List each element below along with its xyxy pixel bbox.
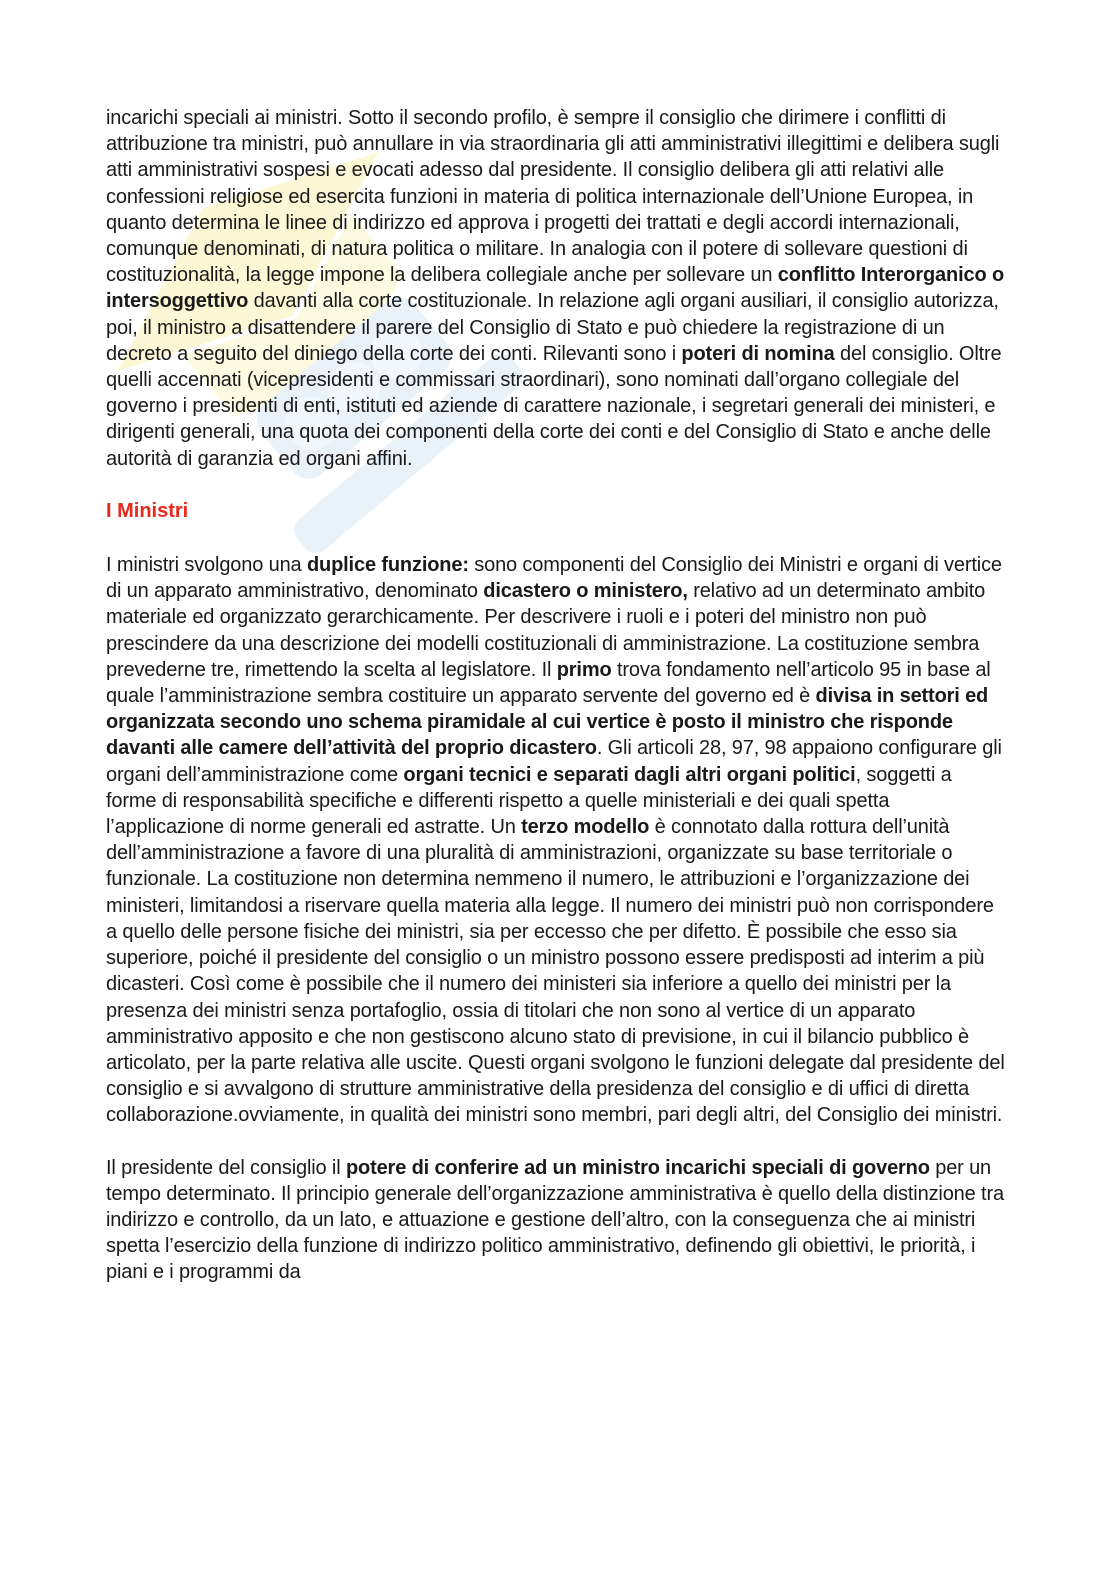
section-heading-ministri: I Ministri [106, 499, 189, 522]
text-run: relativo ad un determinato ambito materiale ed organizzato gerarchicamente. Per descrivere i ruoli e i poteri del ministro non può prescindere da una descrizione dei modelli costituzionali di amministrazione. La costituzione sembra prevederne tre, rimettendo la scelta al legislatore. Il [106, 580, 986, 681]
document-page [106, 105, 1006, 1286]
text-run: I ministri svolgono una [106, 554, 307, 577]
text-run: . Gli articoli 28, 97, 98 appaiono configurare gli organi dell’amministrazione come [106, 737, 1002, 786]
bold-text-run: dicastero o ministero, [483, 580, 688, 603]
bold-text-run: duplice funzione: [306, 554, 469, 577]
text-run: davanti alla corte costituzionale. In relazione agli organi ausiliari, il consiglio autorizza, poi, il ministro a disattendere il parere del Consiglio di Stato e può chiedere la registrazione di un decreto a seguito del diniego della corte dei conti. Rilevanti sono i [106, 290, 999, 365]
paragraph-consiglio-poteri [106, 105, 1006, 472]
text-run: , soggetti a forme di responsabilità specifiche e differenti rispetto a quelle ministeriali e dei quali spetta l’applicazione di norme generali ed astratte. Un [106, 763, 952, 839]
bold-text-run: terzo modello [521, 816, 650, 839]
text-run: incarichi speciali ai ministri. Sotto il secondo profilo, è sempre il consiglio che dirimere i conflitti di attribuzione tra ministri, può annullare in via straordinaria gli atti amministrativi illegittimi e delibera sugli atti amministrativi sospesi e evocati adesso dal presidente. Il consiglio delibera gli atti relativi alle confessioni religiose ed esercita funzioni in materia di politica internazionale dell’Unione Europea, in quanto determina le linee di indirizzo ed approva i progetti dei trattati e degli accordi internazionali, comunque denominati, di natura politica o militare. In analogia con il potere di sollevare questioni di costituzionalità, la legge impone la delibera collegiale anche per sollevare un [106, 107, 1000, 287]
bold-text-run: divisa in settori ed organizzata secondo uno schema piramidale al cui vertice è posto il ministro che risponde davanti alle camere dell’attività del proprio dicastero [106, 685, 989, 760]
bold-text-run: potere di conferire ad un ministro incarichi speciali di governo [345, 1156, 930, 1179]
bold-text-run: conflitto Interorganico o intersoggettivo [106, 264, 1005, 313]
text-run: trova fondamento nell’articolo 95 in base al quale l’amministrazione sembra costituire un apparato servente del governo ed è [106, 658, 991, 708]
paragraph-ministri-funzione [106, 552, 1006, 1128]
text-run: del consiglio. Oltre quelli accennati (vicepresidenti e commissari straordinari), sono nominati dall’organo collegiale del governo i presidenti di enti, istituti ed aziende di carattere nazionale, i segretari generali dei ministeri, e dirigenti generali, una quota dei componenti della corte dei conti e del Consiglio di Stato e anche delle autorità di garanzia ed organi affini. [106, 342, 1002, 470]
text-run: sono componenti del Consiglio dei Ministri e organi di vertice di un apparato amministrativo, denominato [106, 554, 1002, 603]
paragraph-incarichi-speciali [106, 1155, 1006, 1286]
text-run: è connotato dalla rottura dell’unità dell’amministrazione a favore di una pluralità di amministrazioni, organizzate su base territoriale o funzionale. La costituzione non determina nemmeno il numero, le attribuzioni e l’organizzazione dei ministeri, limitandosi a riservare quella materia alla legge. Il numero dei ministri può non corrispondere a quello delle persone fisiche dei ministri, sia per eccesso che per difetto. È possibile che esso sia superiore, poiché il presidente del consiglio o un ministro possono essere predisposti ad interim a più dicasteri. Così come è possibile che il numero dei ministeri sia inferiore a quello dei ministri per la presenza dei ministri senza portafoglio, ossia di titolari che non sono al vertice di un apparato amministrativo apposito e che non gestiscono alcuno stato di previsione, in cui il bilancio pubblico è articolato, per la parte relativa alle uscite. Questi organi svolgono le funzioni delegate dal presidente del consiglio e si avvalgono di strutture amministrative della presidenza del consiglio e di uffici di diretta collaborazione.ovviamente, in qualità dei ministri sono membri, pari degli altri, del Consiglio dei ministri. [106, 816, 1005, 1127]
bold-text-run: poteri di nomina [681, 342, 835, 365]
bold-text-run: organi tecnici e separati dagli altri organi politici [403, 763, 856, 786]
text-run: per un tempo determinato. Il principio generale dell’organizzazione amministrativa è quello della distinzione tra indirizzo e controllo, da un lato, e attuazione e gestione dell’altro, con la conseguenza che ai ministri spetta l’esercizio della funzione di indirizzo politico amministrativo, definendo gli obiettivi, le priorità, i piani e i programmi da [106, 1156, 1004, 1284]
text-run: Il presidente del consiglio il [106, 1156, 346, 1179]
bold-text-run: primo [556, 658, 612, 681]
